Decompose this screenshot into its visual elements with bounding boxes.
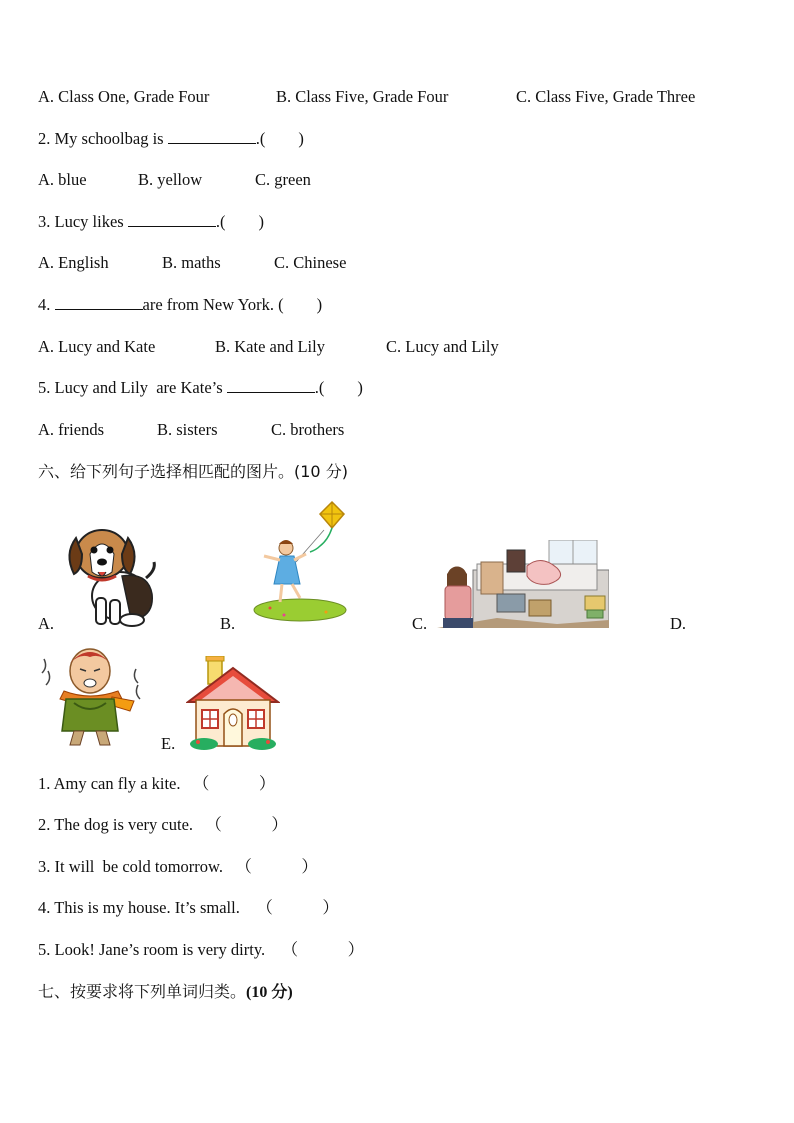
messy-room-icon bbox=[437, 540, 609, 628]
question-5: 5. Lucy and Lily are Kate’s .( ) bbox=[38, 378, 363, 397]
answer-blank bbox=[55, 295, 143, 310]
section-6-heading: 六、给下列句子选择相匹配的图片。(10 分) bbox=[38, 462, 348, 481]
q5-option-a: A. friends bbox=[38, 420, 104, 439]
q3-option-a: A. English bbox=[38, 253, 109, 272]
q2-option-a: A. blue bbox=[38, 170, 87, 189]
match-sentence-3: 3. It will be cold tomorrow. （ ） bbox=[38, 857, 318, 876]
cold-man-icon bbox=[38, 643, 146, 749]
q3-option-c: C. Chinese bbox=[274, 253, 347, 272]
girl-flying-kite-icon bbox=[250, 500, 350, 624]
q1-option-c: C. Class Five, Grade Three bbox=[516, 87, 696, 106]
question-2: 2. My schoolbag is .( ) bbox=[38, 129, 304, 148]
q3-option-b: B. maths bbox=[162, 253, 221, 272]
q4-option-c: C. Lucy and Lily bbox=[386, 337, 499, 356]
question-3: 3. Lucy likes .( ) bbox=[38, 212, 264, 231]
picture-a-label: A. bbox=[38, 614, 55, 633]
dog-icon bbox=[60, 514, 160, 628]
q1-option-b: B. Class Five, Grade Four bbox=[276, 87, 449, 106]
answer-blank bbox=[227, 378, 315, 393]
picture-c-label: C. bbox=[412, 614, 428, 633]
answer-blank bbox=[128, 212, 216, 227]
house-icon bbox=[186, 656, 280, 750]
section-7-heading: 七、按要求将下列单词归类。(10 分) bbox=[38, 982, 293, 1001]
picture-b-label: B. bbox=[220, 614, 236, 633]
match-sentence-4: 4. This is my house. It’s small. （ ） bbox=[38, 898, 339, 917]
match-sentence-2: 2. The dog is very cute. （ ） bbox=[38, 815, 288, 834]
picture-d-label: D. bbox=[670, 614, 687, 633]
q5-option-b: B. sisters bbox=[157, 420, 218, 439]
q2-option-b: B. yellow bbox=[138, 170, 203, 189]
picture-e-label: E. bbox=[161, 734, 176, 753]
q1-option-a: A. Class One, Grade Four bbox=[38, 87, 210, 106]
match-sentence-1: 1. Amy can fly a kite. （ ） bbox=[38, 774, 276, 793]
question-4: 4. are from New York. ( ) bbox=[38, 295, 323, 314]
answer-blank bbox=[168, 129, 256, 144]
q2-option-c: C. green bbox=[255, 170, 311, 189]
q4-option-b: B. Kate and Lily bbox=[215, 337, 325, 356]
q5-option-c: C. brothers bbox=[271, 420, 345, 439]
q4-option-a: A. Lucy and Kate bbox=[38, 337, 156, 356]
match-sentence-5: 5. Look! Jane’s room is very dirty. （ ） bbox=[38, 940, 365, 959]
